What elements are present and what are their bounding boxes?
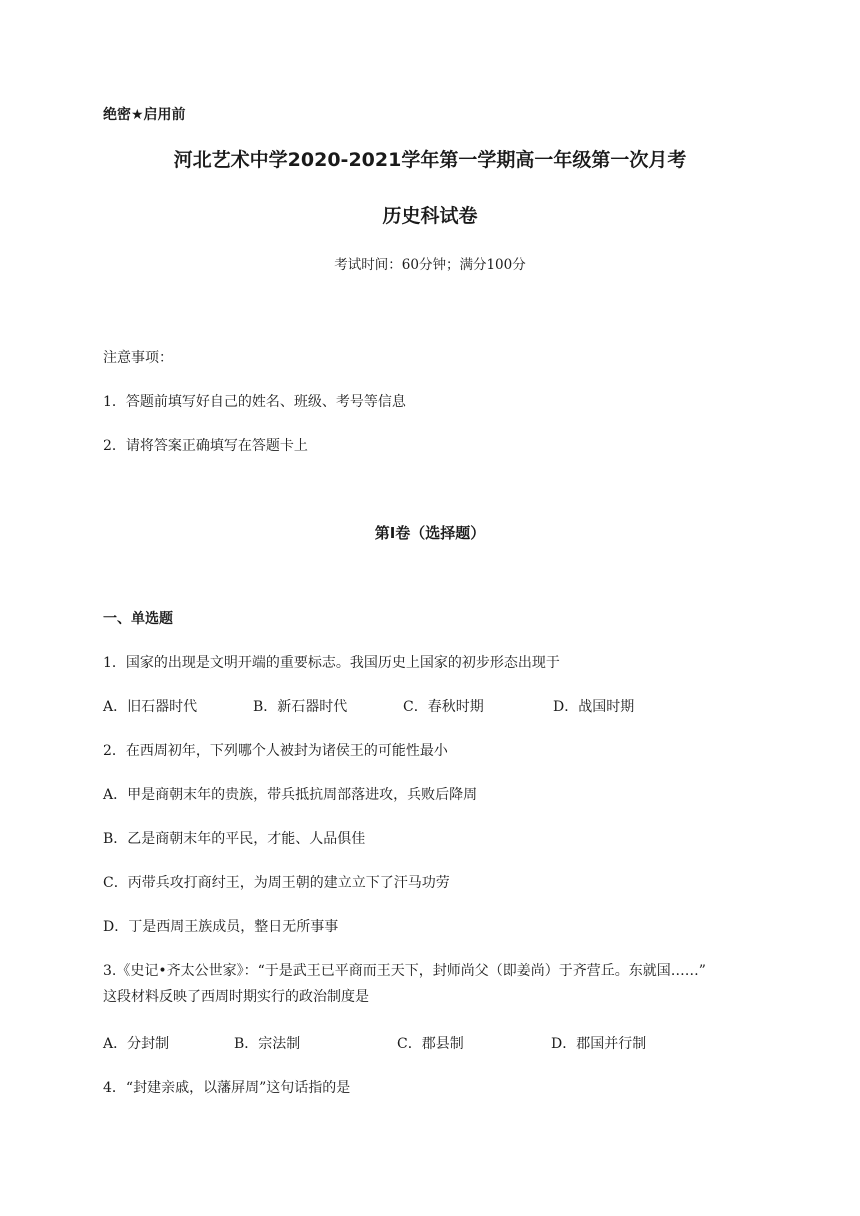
question-stem-cont: 这段材料反映了西周时期实行的政治制度是 [103, 989, 369, 1005]
exam-title: 河北艺术中学2020-2021学年第一学期高一年级第一次月考 [173, 149, 687, 171]
subject-title: 历史科试卷 [382, 205, 478, 227]
option-c: C．郡县制 [397, 1036, 464, 1052]
notice-heading: 注意事项： [103, 350, 173, 366]
question-stem: 2．在西周初年，下列哪个人被封为诸侯王的可能性最小 [103, 743, 448, 759]
section-title: 一、单选题 [103, 611, 173, 627]
option-a: A．分封制 [103, 1036, 170, 1052]
question-stem: 3.《史记•齐太公世家》：“于是武王已平商而王天下，封师尚父（即姜尚）于齐营丘。东就国……” [103, 963, 706, 979]
part-title: 第I卷（选择题） [374, 524, 486, 542]
notice-item: 2．请将答案正确填写在答题卡上 [103, 438, 308, 454]
option-d: D．郡国并行制 [551, 1036, 647, 1052]
exam-info: 考试时间：60分钟；满分100分 [334, 257, 526, 273]
option-b: B．新石器时代 [253, 699, 348, 715]
question-stem: 4．“封建亲戚，以藩屏周”这句话指的是 [103, 1080, 351, 1096]
option-d: D．丁是西周王族成员，整日无所事事 [103, 919, 339, 935]
secret-label: 绝密★启用前 [103, 107, 186, 123]
option-a: A．甲是商朝末年的贵族，带兵抵抗周部落进攻，兵败后降周 [103, 787, 478, 803]
option-b: B．宗法制 [234, 1036, 301, 1052]
option-d: D．战国时期 [553, 699, 635, 715]
option-c: C．丙带兵攻打商纣王，为周王朝的建立立下了汗马功劳 [103, 875, 450, 891]
notice-item: 1．答题前填写好自己的姓名、班级、考号等信息 [103, 394, 406, 410]
option-a: A．旧石器时代 [103, 699, 198, 715]
question-stem: 1．国家的出现是文明开端的重要标志。我国历史上国家的初步形态出现于 [103, 655, 560, 671]
option-c: C．春秋时期 [403, 699, 484, 715]
option-b: B．乙是商朝末年的平民，才能、人品俱佳 [103, 831, 366, 847]
